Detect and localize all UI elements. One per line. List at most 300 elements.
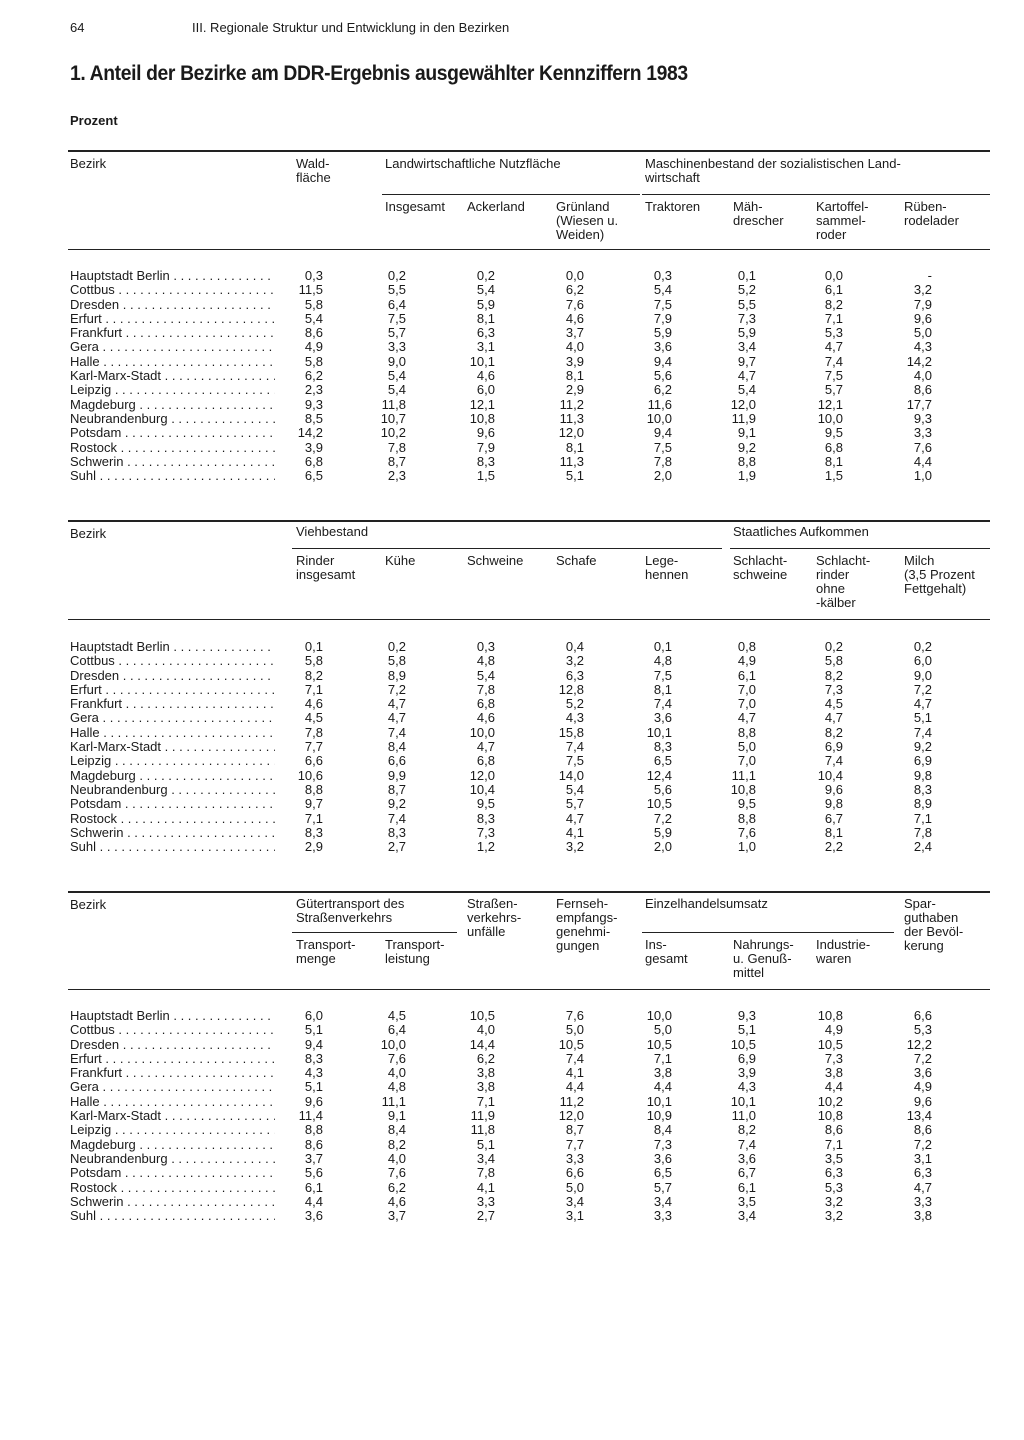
table-cell: 11,8 [470,1122,495,1138]
table-cell: 3,8 [476,1079,495,1095]
header-nutzflaeche: Landwirtschaftliche Nutzfläche [385,156,561,171]
table-cell: 4,3 [913,339,932,355]
header-kartoffelroder: Kartoffel- sammel- roder [816,199,869,242]
table-row [68,412,990,426]
table-cell: 11,3 [559,410,584,426]
table-row [68,369,990,383]
bezirk-name: Frankfurt . . . [70,697,275,711]
bezirk-name: Neubrandenburg . . . [70,783,275,797]
table-cell: 3,5 [737,1193,756,1209]
table-cell: 12,0 [558,425,584,441]
header-verkehrsunfaelle: Straßen- verkehrs- unfälle [467,896,522,939]
table-cell: 12,4 [646,767,672,783]
table-cell: 9,4 [653,425,672,441]
table-cell: 4,9 [737,653,756,669]
table-cell: 10,0 [646,1008,672,1023]
group-rule [292,932,457,933]
table-row [68,455,990,469]
table-cell: 4,7 [387,710,406,726]
table-cell: 10,4 [469,781,495,797]
table-body [68,640,990,854]
table-cell: 10,1 [730,1093,756,1109]
table-cell: 5,2 [737,282,756,298]
header-transportmenge: Transport- menge [296,937,356,966]
table-cell: 4,6 [387,1193,406,1209]
table-row [68,1066,990,1080]
table-cell: 2,4 [913,839,932,855]
table-cell: 3,7 [304,1150,323,1166]
table-cell: 12,0 [469,767,495,783]
table-cell: 5,7 [387,325,406,341]
table-cell: 3,2 [565,839,584,855]
bezirk-name: Halle . . . [70,1095,275,1109]
table-cell: 7,8 [387,439,406,455]
table-cell: 8,1 [565,368,584,384]
table-cell: 7,4 [387,724,406,740]
table-cell: 6,2 [653,382,672,398]
table-cell: 3,3 [913,1193,932,1209]
table-row [68,1209,990,1223]
table-cell: 8,4 [387,739,406,755]
table-cell: 3,3 [387,339,406,355]
table-cell: 0,0 [824,268,843,283]
table-cell: 8,6 [304,1136,323,1152]
table-cell: 4,7 [737,710,756,726]
table-cell: 3,7 [387,1208,406,1224]
table-cell: 9,5 [737,796,756,812]
table-top-rule [68,891,990,893]
table-cell: 3,6 [304,1208,323,1224]
table-row [68,398,990,412]
bezirk-name: Hauptstadt Berlin . . . [70,269,275,283]
table-cell: 1,5 [824,468,843,484]
table-cell: 12,2 [906,1036,932,1052]
bezirk-name: Cottbus . . . [70,283,275,297]
table-cell: 7,3 [824,681,843,697]
table-cell: 8,9 [913,796,932,812]
table-row [68,383,990,397]
table-cell: 7,3 [824,1050,843,1066]
table-cell: 2,0 [653,839,672,855]
table-row [68,783,990,797]
table-cell: 9,0 [387,353,406,369]
table-cell: 11,2 [559,396,584,412]
table-row [68,1195,990,1209]
table-cell: 5,1 [565,468,584,484]
header-nahrungsmittel: Nahrungs- u. Genuß- mittel [733,937,794,980]
bezirk-name: Rostock . . . [70,1181,275,1195]
bezirk-name: Neubrandenburg . . . [70,1152,275,1166]
table-land-machines [68,150,990,490]
bezirk-name: Gera . . . [70,1080,275,1094]
table-row [68,711,990,725]
table-cell: 7,9 [476,439,495,455]
table-cell: 7,1 [824,310,843,326]
bezirk-name: Dresden . . . [70,298,275,312]
table-cell: 4,7 [565,810,584,826]
table-cell: - [927,268,932,283]
table-row [68,1038,990,1052]
table-row [68,1023,990,1037]
table-cell: 8,3 [913,781,932,797]
table-cell: 6,0 [476,382,495,398]
bezirk-name: Potsdam . . . [70,426,275,440]
header-rinder: Rinder insgesamt [296,553,356,582]
table-cell: 3,8 [913,1208,932,1224]
table-cell: 5,6 [304,1165,323,1181]
table-cell: 7,6 [387,1050,406,1066]
running-title: III. Regionale Struktur und Entwicklung in den Bezirken [192,20,510,35]
table-cell: 0,2 [387,268,406,283]
table-cell: 10,7 [380,410,406,426]
table-cell: 4,4 [304,1193,323,1209]
table-cell: 11,6 [647,396,672,412]
table-cell: 10,1 [646,1093,672,1109]
table-cell: 6,1 [824,282,843,298]
table-cell: 11,1 [731,767,756,783]
table-cell: 7,6 [913,439,932,455]
table-cell: 8,3 [387,824,406,840]
table-cell: 8,2 [824,724,843,740]
table-cell: 3,6 [913,1065,932,1081]
table-cell: 10,1 [469,353,495,369]
table-cell: 7,5 [387,310,406,326]
table-cell: 1,2 [476,839,495,855]
table-cell: 5,8 [387,653,406,669]
header-viehbestand: Viehbestand [296,524,369,539]
table-row [68,769,990,783]
table-row [68,355,990,369]
table-cell: 7,4 [387,810,406,826]
table-cell: 6,3 [913,1165,932,1181]
header-industriewaren: Industrie- waren [816,937,871,966]
table-cell: 6,1 [737,667,756,683]
header-guetertransport: Gütertransport des Straßenverkehrs [296,896,405,925]
table-cell: 2,3 [387,468,406,484]
table-cell: 7,0 [737,681,756,697]
table-cell: 4,5 [304,710,323,726]
bezirk-name: Karl-Marx-Stadt . . . [70,1109,275,1123]
table-cell: 6,8 [476,753,495,769]
table-cell: 6,9 [913,753,932,769]
header-gruenland: Grünland (Wiesen u. Weiden) [556,199,619,242]
table-cell: 6,1 [304,1179,323,1195]
group-rule [292,548,722,549]
bezirk-name: Leipzig . . . [70,383,275,397]
bezirk-name: Magdeburg . . . [70,769,275,783]
table-cell: 10,8 [817,1008,843,1023]
table-cell: 5,0 [565,1179,584,1195]
table-row [68,298,990,312]
table-row [68,1109,990,1123]
header-traktoren: Traktoren [645,199,701,214]
table-cell: 6,6 [304,753,323,769]
table-cell: 3,4 [737,339,756,355]
table-cell: 4,4 [824,1079,843,1095]
table-row [68,654,990,668]
table-cell: 7,7 [304,739,323,755]
table-cell: 6,2 [304,368,323,384]
table-cell: 2,3 [304,382,323,398]
table-cell: 4,9 [824,1022,843,1038]
table-cell: 0,2 [824,639,843,654]
bezirk-name: Hauptstadt Berlin . . . [70,640,275,654]
bezirk-name: Magdeburg . . . [70,1138,275,1152]
header-bottom-rule [68,989,990,990]
table-cell: 6,0 [913,653,932,669]
table-cell: 7,5 [565,753,584,769]
table-cell: 0,3 [304,268,323,283]
table-cell: 7,6 [565,1008,584,1023]
table-cell: 6,7 [824,810,843,826]
table-cell: 4,6 [304,696,323,712]
table-cell: 13,4 [906,1108,932,1124]
header-staatliches-aufkommen: Staatliches Aufkommen [733,524,869,539]
table-row [68,754,990,768]
table-cell: 9,3 [304,396,323,412]
bezirk-name: Suhl . . . [70,1209,275,1223]
table-cell: 3,9 [565,353,584,369]
header-sparguthaben: Spar- guthaben der Bevöl- kerung [904,896,964,953]
group-rule [642,932,894,933]
table-transport-trade [68,891,990,1231]
table-cell: 11,1 [381,1093,406,1109]
table-cell: 3,7 [565,325,584,341]
bezirk-name: Erfurt . . . [70,683,275,697]
table-cell: 3,4 [565,1193,584,1209]
table-row [68,312,990,326]
bezirk-name: Halle . . . [70,355,275,369]
bezirk-name: Leipzig . . . [70,754,275,768]
table-cell: 0,1 [737,268,756,283]
table-cell: 9,7 [304,796,323,812]
table-cell: 2,9 [304,839,323,855]
table-cell: 5,6 [653,781,672,797]
table-cell: 5,4 [653,282,672,298]
table-cell: 8,6 [824,1122,843,1138]
table-cell: 9,6 [304,1093,323,1109]
table-cell: 4,9 [304,339,323,355]
table-cell: 5,1 [304,1022,323,1038]
table-cell: 7,4 [653,696,672,712]
table-cell: 5,1 [304,1079,323,1095]
table-top-rule [68,520,990,522]
header-schafe: Schafe [556,553,597,568]
table-cell: 8,7 [387,781,406,797]
table-cell: 8,7 [565,1122,584,1138]
table-cell: 5,7 [824,382,843,398]
table-cell: 5,4 [737,382,756,398]
table-cell: 8,8 [737,453,756,469]
table-cell: 4,6 [476,368,495,384]
table-row [68,426,990,440]
table-cell: 7,4 [824,353,843,369]
table-cell: 7,5 [653,439,672,455]
table-cell: 5,4 [565,781,584,797]
table-cell: 7,6 [387,1165,406,1181]
table-cell: 4,0 [387,1065,406,1081]
header-schlachtschweine: Schlacht- schweine [733,553,788,582]
table-cell: 5,5 [387,282,406,298]
table-cell: 8,6 [304,325,323,341]
table-cell: 0,3 [476,639,495,654]
table-cell: 4,8 [653,653,672,669]
table-cell: 7,9 [653,310,672,326]
table-cell: 10,0 [646,410,672,426]
table-cell: 9,6 [824,781,843,797]
table-row [68,340,990,354]
table-cell: 3,8 [824,1065,843,1081]
table-cell: 9,6 [913,1093,932,1109]
table-cell: 7,2 [913,1050,932,1066]
table-cell: 0,0 [565,268,584,283]
table-cell: 1,0 [737,839,756,855]
table-cell: 11,2 [559,1093,584,1109]
table-cell: 3,9 [737,1065,756,1081]
table-cell: 5,8 [824,653,843,669]
table-row [68,726,990,740]
table-cell: 10,1 [646,724,672,740]
table-cell: 6,9 [824,739,843,755]
table-cell: 9,7 [737,353,756,369]
table-cell: 3,3 [653,1208,672,1224]
table-row [68,669,990,683]
table-cell: 9,9 [387,767,406,783]
table-cell: 2,7 [476,1208,495,1224]
table-cell: 5,9 [476,296,495,312]
table-cell: 9,3 [737,1008,756,1023]
table-cell: 8,4 [653,1122,672,1138]
table-cell: 1,9 [737,468,756,484]
table-row [68,1166,990,1180]
table-cell: 8,2 [387,1136,406,1152]
bezirk-name: Schwerin . . . [70,455,275,469]
table-cell: 4,3 [565,710,584,726]
table-cell: 6,0 [304,1008,323,1023]
table-cell: 8,1 [565,439,584,455]
page-title: 1. Anteil der Bezirke am DDR-Ergebnis ausgewählter Kennziffern 1983 [70,62,688,85]
table-cell: 5,3 [913,1022,932,1038]
table-cell: 11,9 [731,410,756,426]
table-cell: 4,8 [387,1079,406,1095]
table-cell: 0,2 [913,639,932,654]
group-rule [642,194,990,195]
table-cell: 8,3 [653,739,672,755]
table-cell: 10,0 [380,1036,406,1052]
table-cell: 8,2 [737,1122,756,1138]
table-cell: 5,1 [476,1136,495,1152]
table-cell: 7,5 [653,296,672,312]
table-cell: 9,1 [387,1108,406,1124]
table-row [68,640,990,654]
header-kuehe: Kühe [385,553,416,568]
table-cell: 5,7 [653,1179,672,1195]
table-cell: 5,3 [824,325,843,341]
header-schweine: Schweine [467,553,524,568]
table-cell: 0,3 [653,268,672,283]
table-cell: 9,5 [824,425,843,441]
table-cell: 7,1 [476,1093,495,1109]
table-cell: 8,8 [737,724,756,740]
group-rule [730,548,990,549]
table-cell: 8,2 [824,296,843,312]
table-cell: 11,9 [470,1108,495,1124]
table-cell: 5,4 [476,282,495,298]
table-cell: 3,4 [476,1150,495,1166]
table-cell: 7,8 [304,724,323,740]
table-cell: 8,3 [304,1050,323,1066]
table-row [68,441,990,455]
table-cell: 12,8 [558,681,584,697]
table-cell: 10,2 [380,425,406,441]
table-cell: 7,1 [304,681,323,697]
table-cell: 3,6 [653,710,672,726]
table-cell: 4,1 [476,1179,495,1195]
table-cell: 2,0 [653,468,672,484]
table-row [68,1095,990,1109]
table-cell: 10,8 [469,410,495,426]
header-maschinenbestand: Maschinenbestand der sozialistischen Land- wirtschaft [645,156,901,185]
table-cell: 10,8 [730,781,756,797]
table-cell: 8,3 [476,810,495,826]
header-bezirk: Bezirk [70,156,107,171]
table-cell: 0,1 [304,639,323,654]
table-cell: 8,5 [304,410,323,426]
table-row [68,812,990,826]
table-cell: 14,0 [558,767,584,783]
header-schlachtrinder: Schlacht- rinder ohne -kälber [816,553,871,610]
bezirk-name: Magdeburg . . . [70,398,275,412]
table-cell: 3,6 [653,339,672,355]
table-cell: 4,0 [476,1022,495,1038]
table-cell: 9,2 [913,739,932,755]
table-cell: 6,2 [387,1179,406,1195]
bezirk-name: Hauptstadt Berlin . . . [70,1009,275,1023]
table-cell: 5,9 [737,325,756,341]
table-cell: 14,4 [469,1036,495,1052]
table-cell: 7,9 [913,296,932,312]
table-cell: 8,7 [387,453,406,469]
table-cell: 3,9 [304,439,323,455]
table-cell: 8,1 [824,453,843,469]
bezirk-name: Cottbus . . . [70,1023,275,1037]
unit-label: Prozent [70,113,118,128]
table-cell: 7,5 [653,667,672,683]
table-cell: 8,1 [824,824,843,840]
table-cell: 6,8 [476,696,495,712]
bezirk-name: Dresden . . . [70,1038,275,1052]
table-cell: 5,4 [387,382,406,398]
table-cell: 8,6 [913,1122,932,1138]
bezirk-name: Karl-Marx-Stadt . . . [70,369,275,383]
table-cell: 11,4 [298,1108,323,1124]
table-row [68,269,990,283]
bezirk-name: Gera . . . [70,340,275,354]
bezirk-name: Rostock . . . [70,441,275,455]
table-cell: 4,1 [565,824,584,840]
header-bezirk: Bezirk [70,897,107,912]
bezirk-name: Karl-Marx-Stadt . . . [70,740,275,754]
table-cell: 7,2 [913,1136,932,1152]
header-ruebenrodelader: Rüben- rodelader [904,199,959,228]
table-cell: 11,0 [731,1108,756,1124]
table-cell: 6,3 [565,667,584,683]
bezirk-name: Neubrandenburg . . . [70,412,275,426]
header-einzelhandelsumsatz: Einzelhandelsumsatz [645,896,768,911]
table-cell: 5,7 [565,796,584,812]
table-cell: 4,7 [824,339,843,355]
table-row [68,1138,990,1152]
